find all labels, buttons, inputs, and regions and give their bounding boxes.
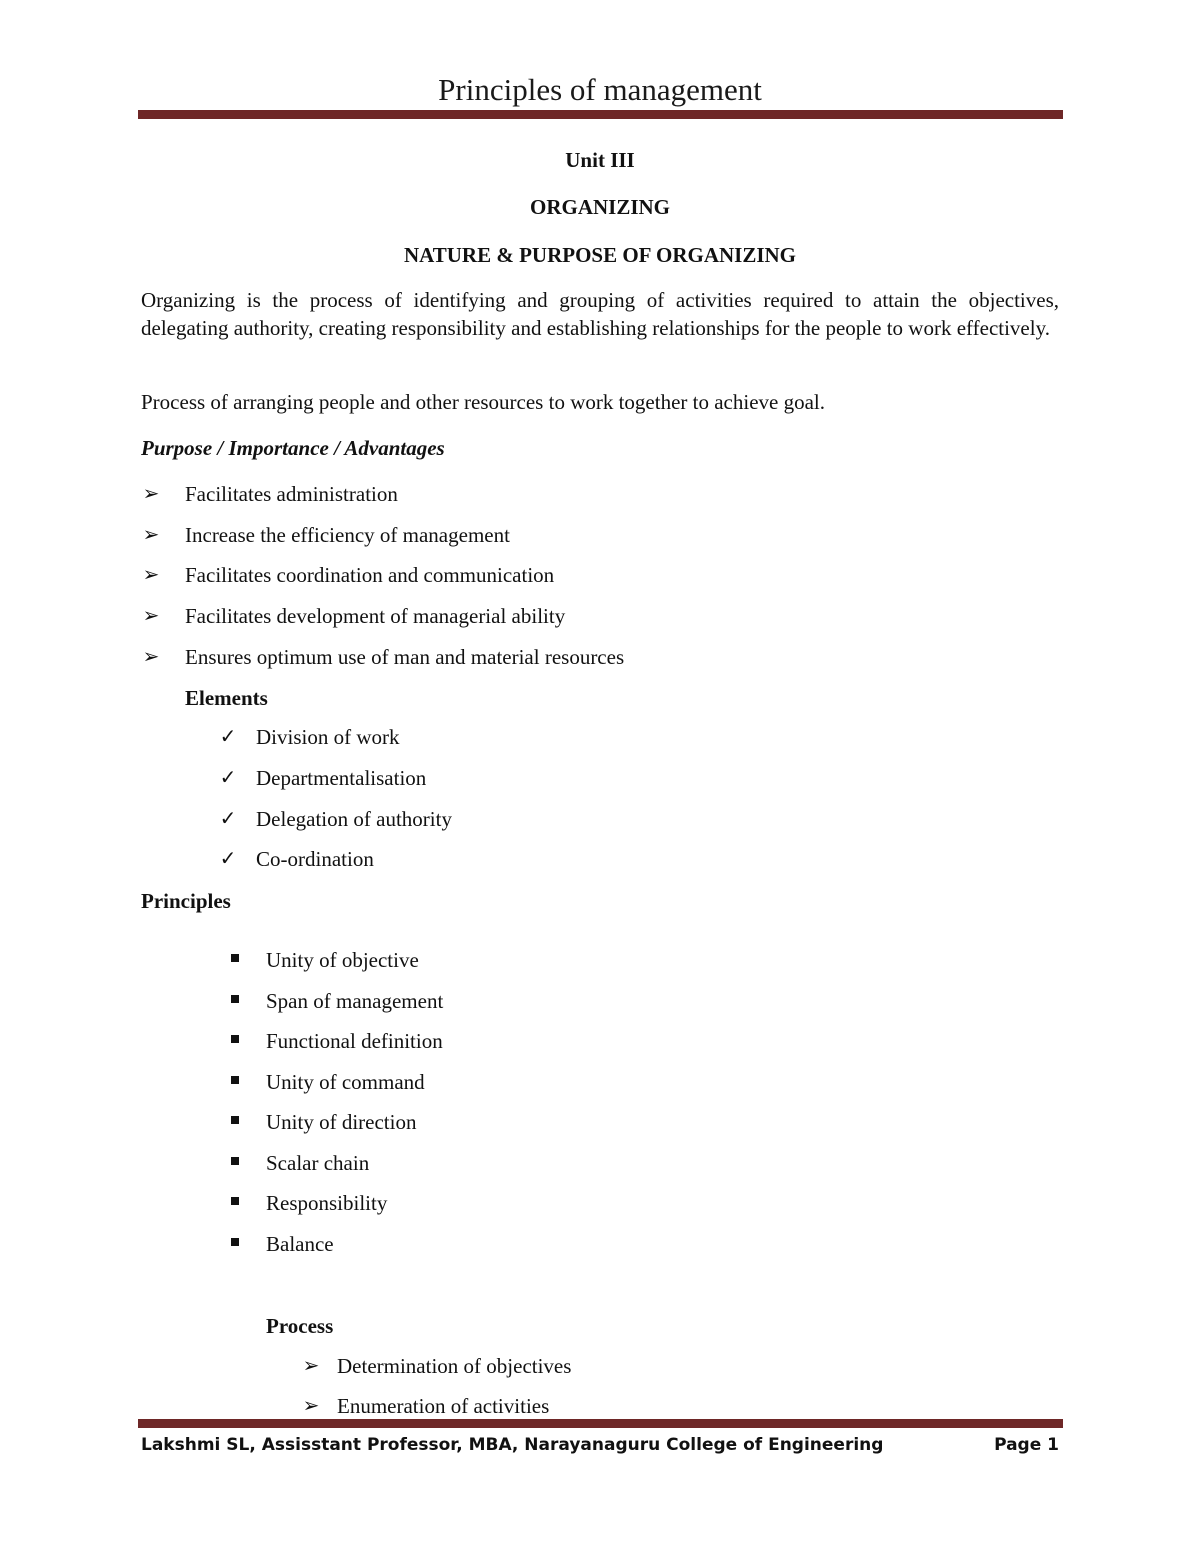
arrow-bullet-icon: ➢ [142,646,160,668]
purpose-item: Facilitates development of managerial ability [185,604,566,628]
purpose-item: Ensures optimum use of man and material resources [185,645,625,669]
principle-item: Unity of command [266,1070,425,1094]
check-bullet-icon: ✓ [219,848,237,870]
element-item: Division of work [256,725,400,749]
square-bullet-icon [231,1197,239,1205]
subsection-title: NATURE & PURPOSE OF ORGANIZING [403,243,797,267]
unit-label: Unit III [565,148,635,172]
purpose-heading: Purpose / Importance / Advantages [141,436,445,460]
element-item: Departmentalisation [256,766,427,790]
element-item: Delegation of authority [256,807,452,831]
section-title: ORGANIZING [529,195,671,219]
check-bullet-icon: ✓ [219,808,237,830]
square-bullet-icon [231,995,239,1003]
principle-item: Span of management [266,989,444,1013]
element-item: Co-ordination [256,847,374,871]
process-heading: Process [266,1314,334,1338]
arrow-bullet-icon: ➢ [142,605,160,627]
square-bullet-icon [231,1076,239,1084]
check-bullet-icon: ✓ [219,767,237,789]
square-bullet-icon [231,1035,239,1043]
elements-heading: Elements [185,686,268,710]
principle-item: Unity of direction [266,1110,417,1134]
arrow-bullet-icon: ➢ [302,1355,320,1377]
purpose-item: Increase the efficiency of management [185,523,510,547]
principle-item: Functional definition [266,1029,443,1053]
arrow-bullet-icon: ➢ [302,1395,320,1417]
page-header-title: Principles of management [438,72,762,107]
square-bullet-icon [231,1238,239,1246]
footer-divider [138,1419,1063,1428]
square-bullet-icon [231,1116,239,1124]
arrow-bullet-icon: ➢ [142,483,160,505]
process-paragraph: Process of arranging people and other resources to work together to achieve goal. [141,390,826,414]
footer-page-number: Page 1 [994,1435,1059,1455]
footer-author: Lakshmi SL, Assisstant Professor, MBA, Narayanaguru College of Engineering [141,1435,884,1455]
check-bullet-icon: ✓ [219,726,237,748]
arrow-bullet-icon: ➢ [142,524,160,546]
square-bullet-icon [231,1157,239,1165]
principle-item: Balance [266,1232,334,1256]
purpose-item: Facilitates administration [185,482,398,506]
process-item: Determination of objectives [337,1354,572,1378]
arrow-bullet-icon: ➢ [142,564,160,586]
header-divider [138,110,1063,119]
principle-item: Responsibility [266,1191,388,1215]
square-bullet-icon [231,954,239,962]
principle-item: Scalar chain [266,1151,370,1175]
process-item: Enumeration of activities [337,1394,550,1418]
purpose-item: Facilitates coordination and communication [185,563,555,587]
principle-item: Unity of objective [266,948,419,972]
principles-heading: Principles [141,889,231,913]
definition-paragraph: Organizing is the process of identifying and grouping of activities required to attain the objectives, delegating authority, creating responsibility and establishing relationships for the people to work effectively. [141,288,1059,340]
